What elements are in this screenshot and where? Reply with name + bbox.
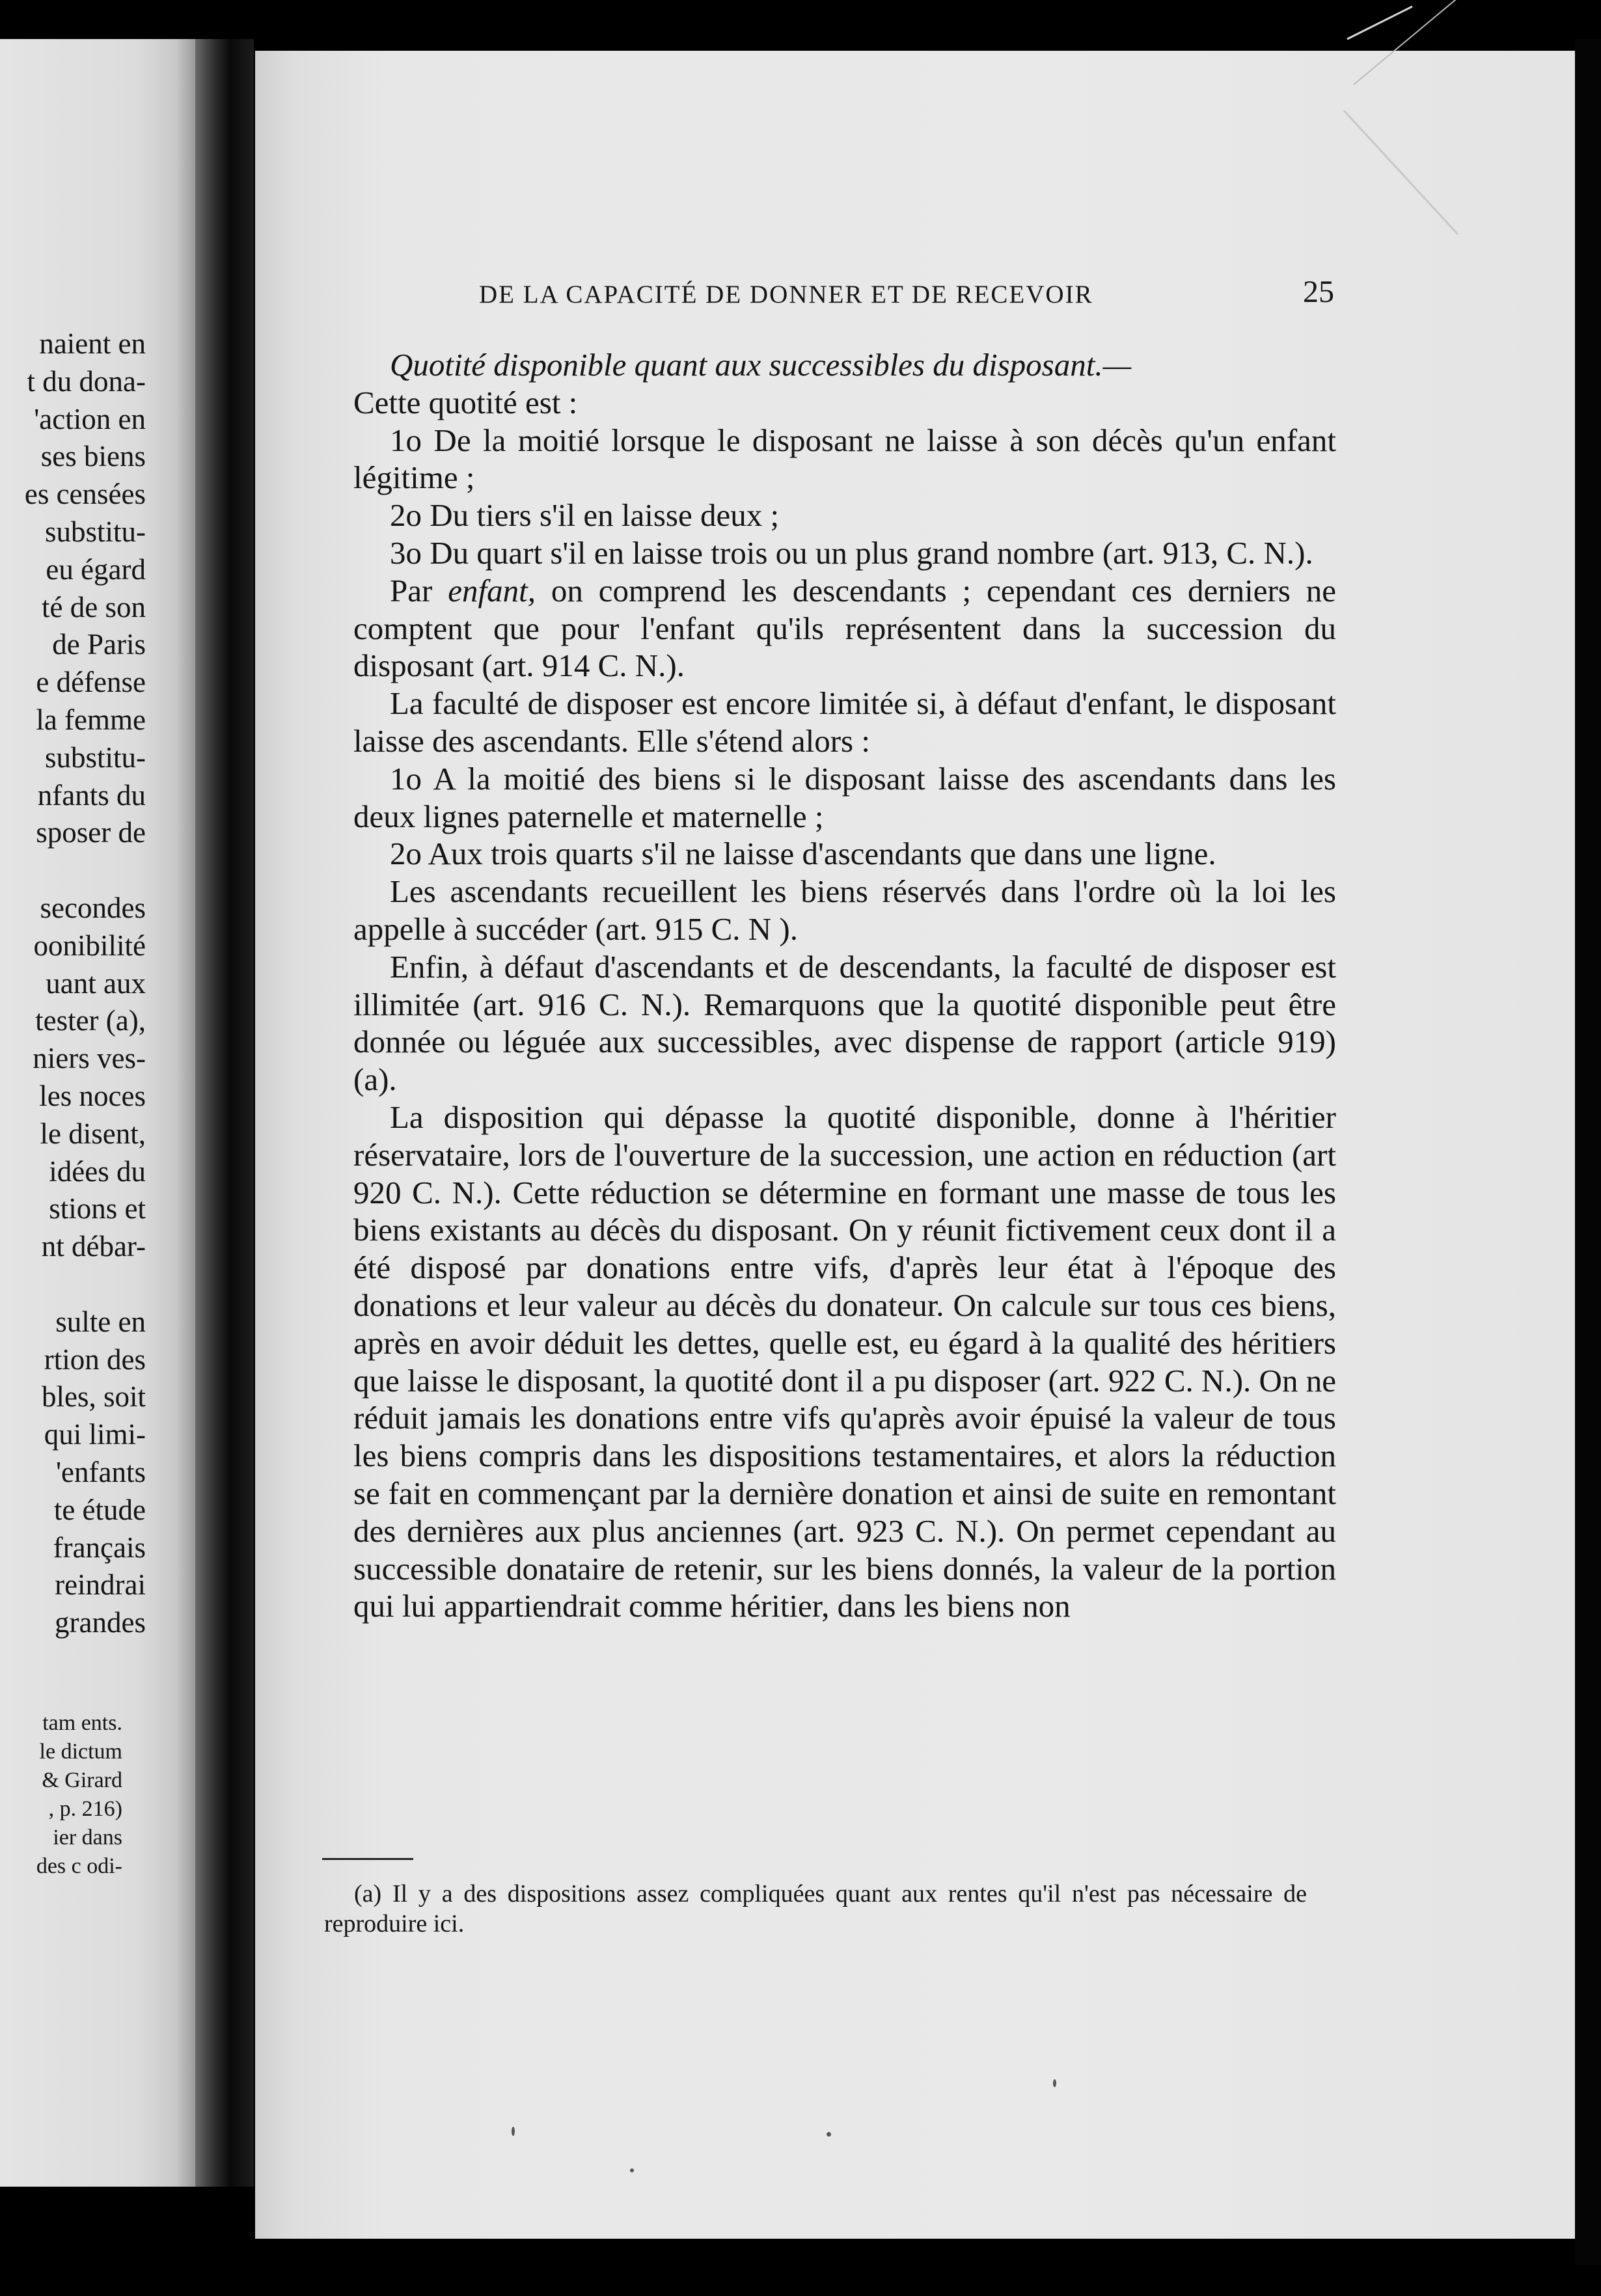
left-page-line: e défense xyxy=(36,666,146,699)
list-item: 1o A la moitié des biens si le disposant laisse des ascendants dans les deux lignes paternelle et maternelle ; xyxy=(353,760,1336,834)
left-note-line: ier dans xyxy=(53,1825,122,1850)
left-page-line: nt débar- xyxy=(41,1230,146,1263)
paragraph-text: on comprend les descendants ; cependant ces derniers ne comptent que pour l'enfant qu'ils représentent dans la succession du disposant (art. 914 C. N.). xyxy=(353,572,1336,684)
left-page-line: eu égard xyxy=(46,553,146,586)
left-page-line: naient en xyxy=(39,327,146,360)
left-page-line: te étude xyxy=(53,1493,146,1526)
paragraph: Les ascendants recueillent les biens réservés dans l'ordre où la loi les appelle à succéder (art. 915 C. N ). xyxy=(353,873,1336,947)
left-page-line: uant aux xyxy=(46,966,146,1000)
paragraph: La faculté de disposer est encore limitée si, à défaut d'enfant, le disposant laisse des ascendants. Elle s'étend alors : xyxy=(353,685,1336,759)
left-page-line: substitu- xyxy=(44,515,146,548)
left-page-line: substitu- xyxy=(44,741,146,774)
left-page-line xyxy=(25,852,146,890)
left-page-line: sposer de xyxy=(36,816,146,849)
left-page-line: niers ves- xyxy=(33,1042,146,1075)
left-page-line: de Paris xyxy=(52,628,146,661)
left-page-line: la femme xyxy=(36,703,146,736)
running-head: DE LA CAPACITÉ DE DONNER ET DE RECEVOIR xyxy=(479,280,1093,308)
list-item: 3o Du quart s'il en laisse trois ou un plus grand nombre (art. 913, C. N.). xyxy=(390,534,1313,571)
left-page-text xyxy=(25,325,146,1642)
left-note-line: tam ents. xyxy=(42,1711,122,1735)
scan-speck xyxy=(512,2127,515,2136)
emphasis: enfant, xyxy=(448,572,536,608)
left-note-line: le dictum xyxy=(39,1740,122,1764)
paragraph-text: Par xyxy=(390,572,448,608)
left-note-line: des c odi- xyxy=(36,1854,122,1878)
paragraph xyxy=(353,572,1336,685)
left-page-line: 'action en xyxy=(34,402,146,435)
left-note-line: , p. 216) xyxy=(48,1797,122,1821)
paragraph: La disposition qui dépasse la quotité disponible, donne à l'héritier réservataire, lors de l'ouverture de la succession, une action en réduction (art 920 C. N.). Cette réduction se détermine en formant une masse de tous les biens existants au décès du disposant. On y réunit fictivement ceux dont il a été disposé par donations entre vifs, d'après leur état à l'époque des donations et leur valeur au décès du donateur. On calcule sur tous ces biens, après en avoir déduit les dettes, quelle est, eu égard à la qualité des héritiers que laisse le disposant, la quotité dont il a pu disposer (art. 922 C. N.). On ne réduit jamais les donations entre vifs qu'après avoir épuisé la valeur de tous les biens compris dans les dispositions testamentaires, et alors la réduction se fait en commençant par la dernière donation et ainsi de suite en remontant des dernières aux plus anciennes (art. 923 C. N.). On permet cependant au successible donataire de retenir, sur les biens donnés, la valeur de la portion qui lui appartiendrait comme héritier, dans les biens non xyxy=(353,1099,1336,1624)
paragraph-text: Cette quotité est : xyxy=(353,384,578,420)
footnote xyxy=(324,1879,1307,1939)
left-page-line: idées du xyxy=(49,1155,146,1188)
left-page-line xyxy=(25,1266,146,1304)
page-edge xyxy=(1575,39,1601,2265)
scan-speck xyxy=(1053,2079,1056,2087)
footnote-text: (a) Il y a des dispositions assez compliquées quant aux rentes qu'il n'est pas nécessaire de reproduire ici. xyxy=(324,1880,1307,1937)
left-page-line: tester (a), xyxy=(35,1004,146,1037)
scan-artifact-lines xyxy=(1341,0,1601,260)
paragraph: Enfin, à défaut d'ascendants et de descendants, la faculté de disposer est illimitée (art. 916 C. N.). Remarquons que la quotité disponible peut être donnée ou léguée aux successibles, avec dispense de rapport (article 919) (a). xyxy=(353,948,1336,1098)
left-page-line: grandes xyxy=(55,1606,146,1639)
page-body xyxy=(353,346,1336,1625)
list-item: 2o Du tiers s'il en laisse deux ; xyxy=(390,497,780,534)
book-gutter xyxy=(195,39,254,2187)
left-page-line: nfants du xyxy=(37,778,146,812)
left-page-notes xyxy=(36,1709,122,1881)
left-page-line: le disent, xyxy=(40,1117,146,1150)
left-page-line: ses biens xyxy=(40,440,146,473)
left-page-line: oonibilité xyxy=(33,929,146,962)
scan-speck xyxy=(827,2132,831,2137)
page-number: 25 xyxy=(1303,275,1334,309)
left-page-line: t du dona- xyxy=(27,364,146,398)
left-page-line: stions et xyxy=(49,1192,146,1225)
scan-speck xyxy=(630,2168,634,2172)
footnote-rule xyxy=(322,1858,413,1860)
left-page-line: té de son xyxy=(42,590,146,623)
left-page-line: bles, soit xyxy=(41,1380,146,1414)
left-note-line: & Girard xyxy=(42,1768,122,1792)
left-page-line: sulte en xyxy=(55,1305,146,1338)
left-page-line: qui limi- xyxy=(44,1418,146,1451)
left-page-line: secondes xyxy=(40,891,146,924)
left-page-line: 'enfants xyxy=(55,1455,146,1488)
list-item: 1o De la moitié lorsque le disposant ne laisse à son décès qu'un enfant légitime ; xyxy=(353,422,1336,496)
left-page-line: es censées xyxy=(24,478,146,511)
paragraph-quotite xyxy=(353,346,1336,422)
left-page-line: les noces xyxy=(39,1079,146,1112)
left-page-line: reindrai xyxy=(55,1568,146,1602)
list-item: 2o Aux trois quarts s'il ne laisse d'ascendants que dans une ligne. xyxy=(390,836,1216,872)
left-page-line: rtion des xyxy=(44,1343,146,1376)
section-heading: Quotité disponible quant aux successibles du disposant.— xyxy=(390,347,1132,383)
left-page-line: français xyxy=(53,1531,146,1564)
